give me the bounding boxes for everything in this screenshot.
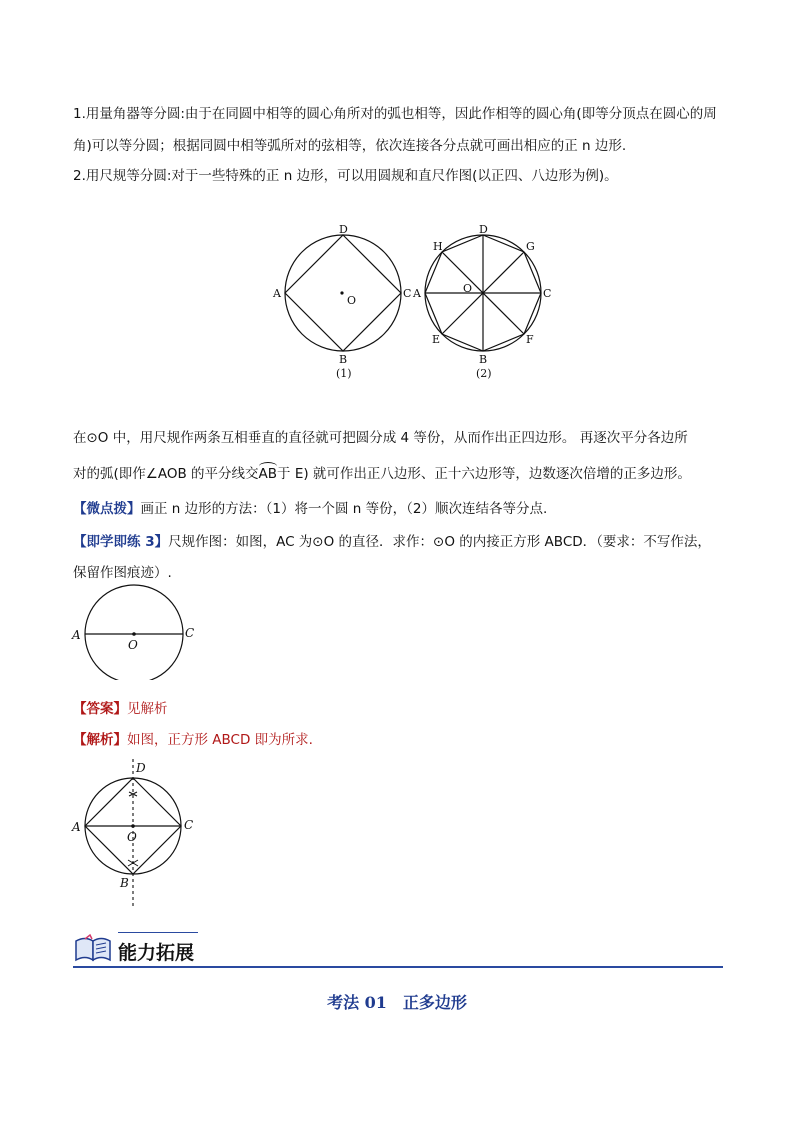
figure-square-construction [66, 755, 206, 910]
tip-text: 画正 n 边形的方法：（1）将一个圆 n 等份，（2）顺次连结各等分点. [140, 501, 548, 517]
fig2-label-f: F [526, 333, 534, 346]
fig4-label-a: A [72, 820, 81, 834]
explain-line-2 [73, 462, 691, 482]
analysis-tag: 【解析】 [73, 732, 127, 748]
answer-tag: 【答案】 [73, 701, 127, 717]
practice-text-1: 尺规作图：如图，AC 为⊙O 的直径．求作：⊙O 的内接正方形 ABCD．（要求：不写作法， [168, 534, 711, 550]
center-dot-3 [132, 632, 136, 636]
tip-line [73, 497, 547, 517]
fig4-label-d: D [136, 761, 146, 775]
practice-line-2: 保留作图痕迹）. [73, 565, 172, 581]
fig2-label-e: E [432, 333, 441, 346]
fig2-label-g: G [526, 240, 535, 253]
center-dot-1 [340, 291, 343, 294]
answer-text: 见解析 [127, 701, 168, 717]
fig4-label-c: C [184, 818, 194, 832]
section-rule [73, 966, 723, 968]
section-title: 能力拓展 [118, 942, 195, 964]
fig4-label-o: O [127, 830, 137, 844]
fig3-label-o: O [128, 638, 138, 652]
fig1-label-o: O [347, 294, 357, 307]
fig2-label-a: A [413, 287, 421, 300]
arc-ab-notation: AB [258, 466, 278, 482]
method-title: 考法 01 正多边形 [327, 993, 467, 1012]
fig2-caption: (2) [476, 367, 492, 380]
fig4-label-b: B [120, 876, 129, 890]
fig3-label-c: C [185, 626, 195, 640]
practice-tag: 【即学即练 3】 [73, 534, 169, 550]
fig1-label-b: B [339, 353, 348, 366]
fig2-label-h: H [433, 240, 443, 253]
fig2-label-d: D [479, 223, 488, 236]
fig2-label-b: B [479, 353, 488, 366]
analysis-line [73, 728, 313, 748]
book-icon [73, 933, 113, 963]
section-top-rule [118, 932, 198, 933]
fig2-label-o: O [463, 282, 473, 295]
figure-square-octagon [260, 220, 560, 390]
figure-diameter [66, 580, 206, 680]
practice-line-1 [73, 530, 711, 550]
fig3-label-a: A [72, 628, 81, 642]
explain-text-b: 于 E) 就可作出正八边形、正十六边形等，边数逐次倍增的正多边形。 [277, 466, 691, 482]
tip-tag: 【微点拨】 [73, 501, 141, 517]
explain-line-1: 在⊙O 中，用尺规作两条互相垂直的直径就可把圆分成 4 等份，从而作出正四边形。 再逐次平分各边所 [73, 430, 688, 446]
fig1-caption: (1) [336, 367, 352, 380]
intro-paragraph-1: 1.用量角器等分圆:由于在同圆中相等的圆心角所对的弧也相等，因此作相等的圆心角(即等分顶点在圆心的周角)可以等分圆；根据同圆中相等弧所对的弦相等，依次连接各分点就可画出相应的正 n 边形. [73, 106, 717, 154]
intro-paragraph-2: 2.用尺规等分圆:对于一些特殊的正 n 边形，可以用圆规和直尺作图(以正四、八边形为例)。 [73, 168, 618, 184]
answer-line [73, 697, 168, 717]
center-dot-4 [131, 824, 135, 828]
fig1-label-c: C [403, 287, 412, 300]
fig2-label-c: C [543, 287, 552, 300]
fig1-label-a: A [273, 287, 281, 300]
explain-text-a: 对的弧(即作∠AOB 的平分线交 [73, 466, 259, 482]
analysis-text: 如图，正方形 ABCD 即为所求. [127, 732, 313, 748]
fig1-label-d: D [339, 223, 348, 236]
